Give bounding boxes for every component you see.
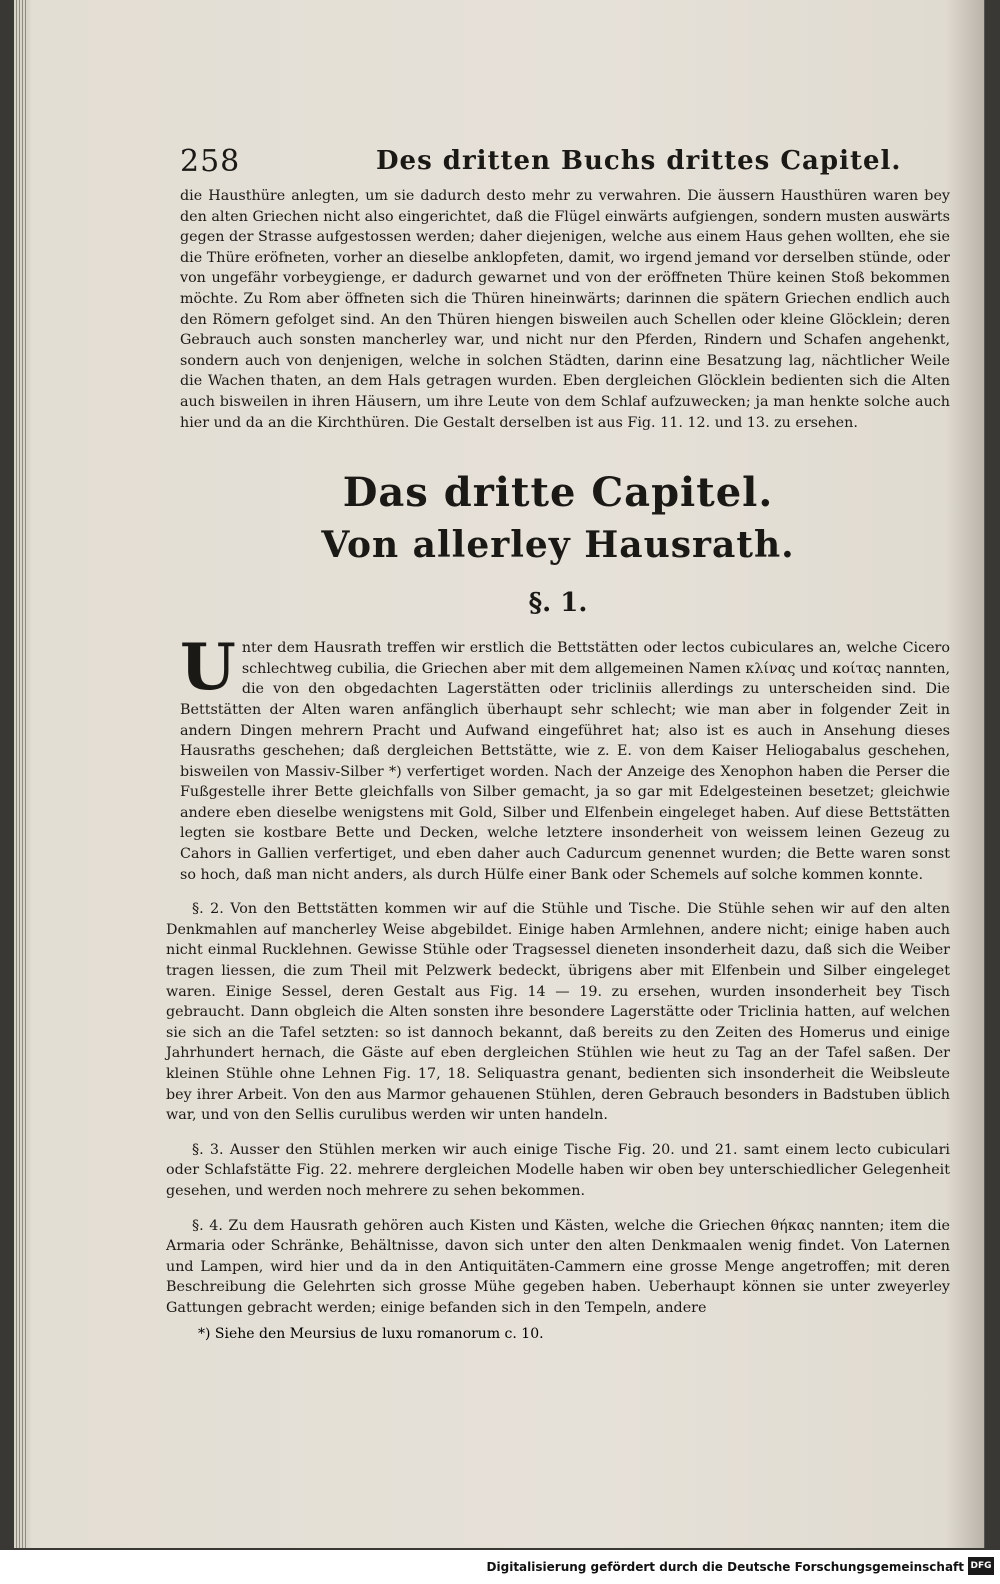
paragraph-2: §. 2. Von den Bettstätten kommen wir auf die Stühle und Tische. Die Stühle sehen wir auf den alten Denkmahlen auf mancherley Weise abgebildet. Einige haben Armlehnen, andere nicht; einige haben auch nicht einmal Rucklehnen. Gewisse Stühle oder Tragsessel dieneten insonderheit dazu, daß sich die Weiber tragen liessen, die zum Theil mit Pelzwerk bedeckt, übrigens aber mit Elfenbein und Silber eingeleget waren. Einige Sessel, deren Gestalt aus Fig. 14 — 19. zu ersehen, wurden insonderheit bey Tisch gebraucht. Dann obgleich die Alten sonsten ihre besondere Lagerstätte oder Triclinia hatten, auf welchen sie sich an die Tafel setzten: so ist dannoch bekannt, daß bereits zu den Zeiten des Homerus und einige Jahrhundert hernach, die Gäste auf eben dergleichen Stühlen wie heut zu Tag an der Tafel saßen. Der kleinen Stühle ohne Lehnen Fig. 17, 18. Seliquastra genant, bedienten sich insonderheit die Weibsleute bey ihrer Arbeit. Von den aus Marmor gehauenen Stühlen, deren Gebrauch besonders in Badstuben üblich war, und von den Sellis curulibus werden wir unten handeln. — [166, 901, 950, 1124]
page-content — [166, 138, 950, 1319]
running-title: Des dritten Buchs drittes Capitel. — [376, 146, 902, 176]
paragraph-1-text: nter dem Hausrath treffen wir erstlich die Bettstätten oder lectos cubiculares an, welche Cicero schlechtweg cubilia, die Griechen aber mit dem allgemeinen Namen κλίνας und κοίτας nannten, die von den obgedachten Lagerstätten oder tricliniis allerdings zu unterscheiden sind. Die Bettstätten der Alten waren anfänglich überhaupt sehr schlecht; wie man aber in folgender Zeit in andern Dingen mehrern Pracht und Aufwand eingeführet hat; also ist es auch in Ansehung dieses Hausraths geschehen; daß dergleichen Bettstätte, wie z. E. von dem Kaiser Heliogabalus geschehen, bisweilen von Massiv-Silber *) verfertiget worden. Nach der Anzeige des Xenophon haben die Perser die Fußgestelle ihrer Bette gleichfalls von Silber gemacht, ja so gar mit Edelgesteinen besetzet; gleichwie andere eben dieselbe wenigstens mit Gold, Silber und Elfenbein eingeleget haben. Auf diese Bettstätten legten sie kostbare Bette und Decken, welche letztere insonderheit von weissem leinen Gezeug zu Cahors in Gallien verfertiget, und eben daher auch Cadurcum genennet wurden; die Bette waren sonst so hoch, daß man nicht anders, als durch Hülfe einer Bank oder Schemels auf solche kommen konnte. — [180, 640, 950, 883]
top-paragraph: die Hausthüre anlegten, um sie dadurch desto mehr zu verwahren. Die äussern Hausthüren waren bey den alten Griechen nicht also eingerichtet, daß die Flügel einwärts aufgiengen, sondern musten auswärts gegen der Strasse aufgestossen werden; daher diejenigen, welche aus einem Haus gehen wollten, ehe sie die Thüre eröfneten, vorher an dieselbe anklopfeten, damit, wo irgend jemand vor derselben stünde, oder von ungefähr vorbeygienge, er dadurch gewarnet und von der eröffneten Thüre keinen Stoß bekommen möchte. Zu Rom aber öffneten sich die Thüren hineinwärts; darinnen die spätern Griechen endlich auch den Römern gefolget sind. An den Thüren hiengen bisweilen auch Schellen oder kleine Glöcklein; deren Gebrauch auch sonsten mancherley war, und nicht nur den Pferden, Rindern und Schafen angehenkt, sondern auch von denjenigen, welche in solchen Städten, darinn eine Besatzung lag, nächtlicher Weile die Wachen thaten, an dem Hals getragen wurden. Eben dergleichen Glöcklein bedienten sich die Alten auch bisweilen in ihren Häusern, um ihre Leute von dem Schlaf aufzuwecken; ja man henkte solche auch hier und da an die Kirchthüren. Die Gestalt derselben ist aus Fig. 11. 12. und 13. zu ersehen. — [180, 188, 950, 431]
dfg-logo: DFG — [968, 1557, 994, 1575]
chapter-subtitle: Von allerley Hausrath. — [321, 524, 795, 567]
paragraph-1 — [180, 630, 950, 885]
digitization-credit: Digitalisierung gefördert durch die Deutsche Forschungsgemeinschaft — [486, 1560, 964, 1574]
section-mark: §. 1. — [528, 588, 588, 619]
paragraph-4: §. 4. Zu dem Hausrath gehören auch Kisten und Kästen, welche die Griechen θήκας nannten; item die Armaria oder Schränke, Behältnisse, davon sich unter den alten Denkmaalen wenig findet. Von Laternen und Lampen, wird hier und da in den Antiquitäten-Cammern eine grosse Menge angetroffen; mit deren Beschreibung die Gelehrten sich grosse Mühe gegeben haben. Ueberhaupt können sie unter zweyerley Gattungen gebracht werden; einige befanden sich in den Tempeln, andere — [166, 1217, 950, 1316]
footnote: *) Siehe den Meursius de luxu romanorum c. 10. — [198, 1326, 544, 1342]
paragraph-3: §. 3. Ausser den Stühlen merken wir auch einige Tische Fig. 20. und 21. samt einem lecto cubiculari oder Schlafstätte Fig. 22. mehrere dergleichen Modelle haben wir oben bey unterschiedlicher Gelegenheit gesehen, und werden noch mehrere zu sehen bekommen. — [166, 1141, 950, 1199]
chapter-title: Das dritte Capitel. — [342, 469, 774, 517]
drop-initial: U — [180, 630, 236, 706]
page-number: 258 — [180, 144, 241, 179]
page-stack-edge — [14, 0, 28, 1548]
page-header — [166, 138, 950, 186]
